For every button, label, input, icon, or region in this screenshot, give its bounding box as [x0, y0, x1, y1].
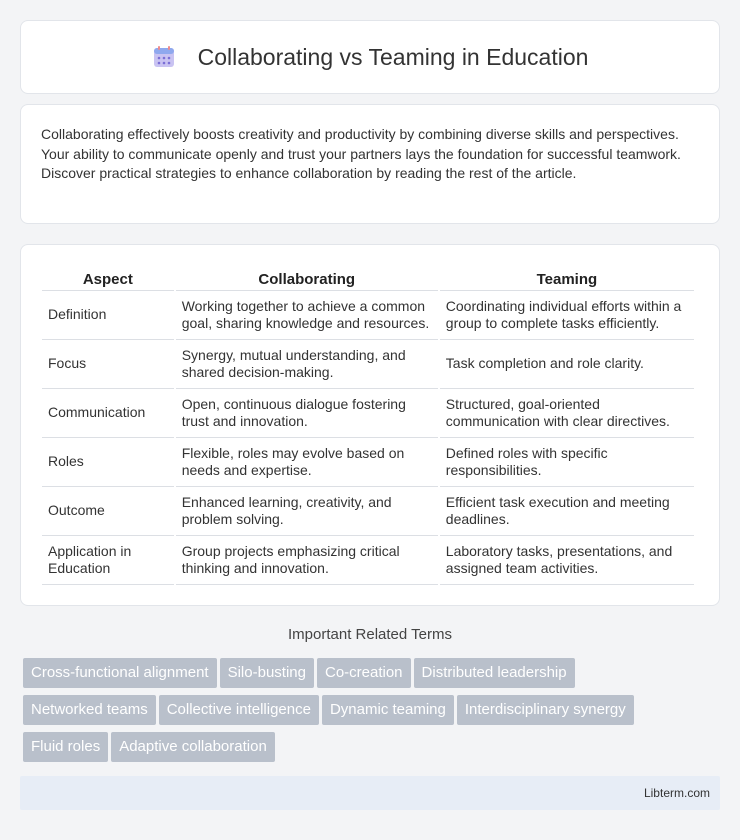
table-cell: Focus: [42, 340, 174, 389]
table-header-row: [42, 265, 694, 291]
table-row: [42, 291, 694, 340]
table-cell: Defined roles with specific responsibilities.: [440, 438, 694, 487]
table-cell: Coordinating individual efforts within a group to complete tasks efficiently.: [440, 291, 694, 340]
comparison-table: [40, 265, 696, 585]
related-terms-title: Important Related Terms: [288, 626, 452, 643]
column-header-aspect: Aspect: [42, 265, 174, 291]
table-cell: Enhanced learning, creativity, and problem solving.: [176, 487, 438, 536]
related-term-tag[interactable]: Adaptive collaboration: [111, 732, 275, 762]
related-terms-list: [23, 658, 723, 769]
related-term-tag[interactable]: Cross-functional alignment: [23, 658, 217, 688]
related-term-tag[interactable]: Collective intelligence: [159, 695, 319, 725]
related-term-tag[interactable]: Networked teams: [23, 695, 156, 725]
table-cell: Open, continuous dialogue fostering trust and innovation.: [176, 389, 438, 438]
table-row: [42, 340, 694, 389]
comparison-table-card: [20, 244, 720, 606]
table-cell: Synergy, mutual understanding, and shared decision-making.: [176, 340, 438, 389]
table-row: [42, 536, 694, 585]
table-row: [42, 487, 694, 536]
table-cell: Structured, goal-oriented communication with clear directives.: [440, 389, 694, 438]
table-cell: Flexible, roles may evolve based on needs and expertise.: [176, 438, 438, 487]
related-term-tag[interactable]: Dynamic teaming: [322, 695, 454, 725]
footer: [20, 776, 720, 810]
related-term-tag[interactable]: Silo-busting: [220, 658, 314, 688]
table-cell: Application in Education: [42, 536, 174, 585]
table-row: [42, 389, 694, 438]
table-cell: Task completion and role clarity.: [440, 340, 694, 389]
related-term-tag[interactable]: Fluid roles: [23, 732, 108, 762]
related-term-tag[interactable]: Co-creation: [317, 658, 411, 688]
column-header-teaming: Teaming: [440, 265, 694, 291]
header-card: [20, 20, 720, 94]
table-cell: Laboratory tasks, presentations, and assigned team activities.: [440, 536, 694, 585]
table-cell: Group projects emphasizing critical thinking and innovation.: [176, 536, 438, 585]
table-row: [42, 438, 694, 487]
related-term-tag[interactable]: Interdisciplinary synergy: [457, 695, 634, 725]
table-cell: Working together to achieve a common goal, sharing knowledge and resources.: [176, 291, 438, 340]
intro-text: Collaborating effectively boosts creativity and productivity by combining diverse skills and perspectives. Your ability to communicate openly and trust your partners lays the foundation for successful teamwork. Discover practical strategies to enhance collaboration by reading the rest of the article.: [41, 126, 681, 181]
calendar-icon: [152, 45, 176, 69]
intro-card: [20, 104, 720, 224]
footer-link[interactable]: Libterm.com: [643, 786, 710, 800]
table-cell: Roles: [42, 438, 174, 487]
table-cell: Efficient task execution and meeting deadlines.: [440, 487, 694, 536]
table-cell: Communication: [42, 389, 174, 438]
table-cell: Outcome: [42, 487, 174, 536]
page-title: Collaborating vs Teaming in Education: [197, 43, 589, 70]
table-cell: Definition: [42, 291, 174, 340]
column-header-collaborating: Collaborating: [176, 265, 438, 291]
related-term-tag[interactable]: Distributed leadership: [414, 658, 575, 688]
